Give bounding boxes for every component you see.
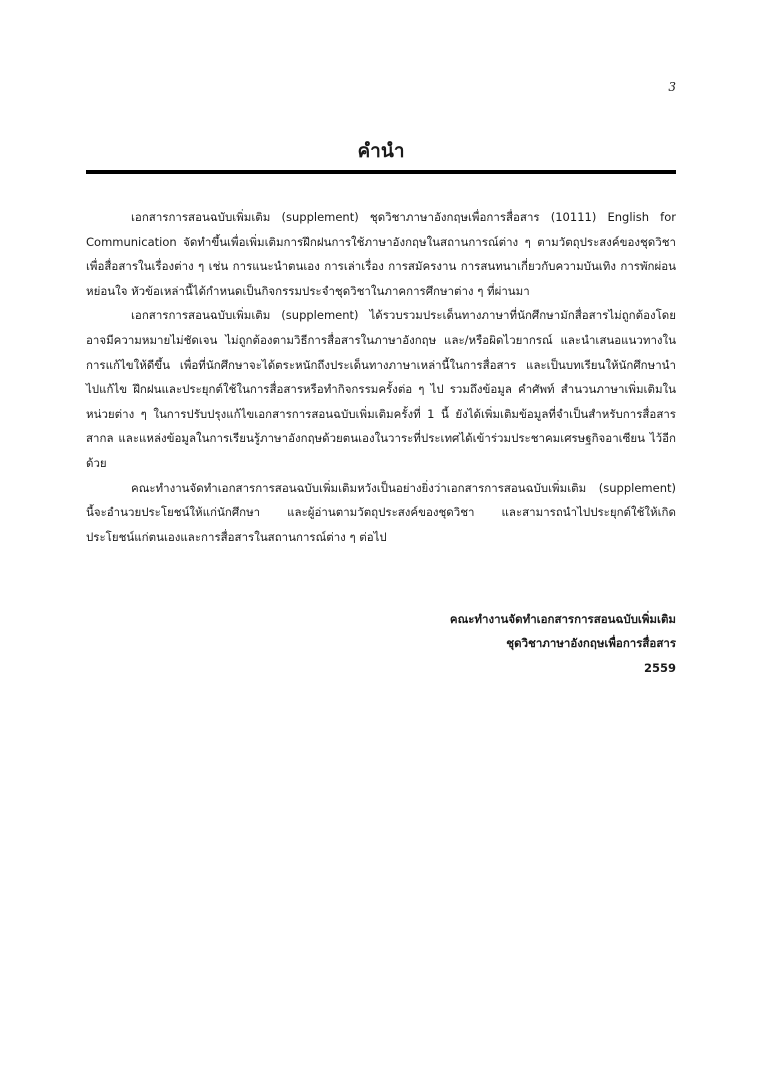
- title-underline-rule: [86, 170, 676, 174]
- page-number: 3: [668, 80, 676, 94]
- page-title: คำนำ: [357, 140, 405, 162]
- signature-course: ชุดวิชาภาษาอังกฤษเพื่อการสื่อสาร: [506, 636, 676, 651]
- signature-committee: คณะทำงานจัดทำเอกสารการสอนฉบับเพิ่มเติม: [449, 612, 676, 626]
- paragraph-2: เอกสารการสอนฉบับเพิ่มเติม (supplement) ได้รวบรวมประเด็นทางภาษาที่นักศึกษามักสื่อสารไม่ถูกต้องโดยอาจมีความหมายไม่ชัดเจน ไม่ถูกต้องตามวิธีการสื่อสารในภาษาอังกฤษ และ/หรือผิดไวยากรณ์ และนำเสนอแนวทางในการแก้ไขให้ดีขึ้น เพื่อที่นักศึกษาจะได้ตระหนักถึงประเด็นทางภาษาเหล่านี้ในการสื่อสาร และเป็นบทเรียนให้นักศึกษานำไปแก้ไข ฝึกฝนและประยุกต์ใช้ในการสื่อสารหรือทำกิจกรรมครั้งต่อ ๆ ไป รวมถึงข้อมูล คำศัพท์ สำนวนภาษาเพิ่มเติมในหน่วยต่าง ๆ ในการปรับปรุงแก้ไขเอกสารการสอนฉบับเพิ่มเติมครั้งที่ 1 นี้ ยังได้เพิ่มเติมข้อมูลที่จำเป็นสำหรับการสื่อสารสากล และแหล่งข้อมูลในการเรียนรู้ภาษาอังกฤษด้วยตนเองในวาระที่ประเทศได้เข้าร่วมประชาคมเศรษฐกิจอาเซียน ไว้อีกด้วย: [86, 308, 676, 470]
- paragraph-3: คณะทำงานจัดทำเอกสารการสอนฉบับเพิ่มเติมหวังเป็นอย่างยิ่งว่าเอกสารการสอนฉบับเพิ่มเติม (supplement) นี้จะอำนวยประโยชน์ให้แก่นักศึกษา และผู้อ่านตามวัตถุประสงค์ของชุดวิชา และสามารถนำไปประยุกต์ใช้ให้เกิดประโยชน์แก่ตนเองและการสื่อสารในสถานการณ์ต่าง ๆ ต่อไป: [86, 480, 676, 544]
- paragraph-1: เอกสารการสอนฉบับเพิ่มเติม (supplement) ชุดวิชาภาษาอังกฤษเพื่อการสื่อสาร (10111) English for Communication จัดทำขึ้นเพื่อเพิ่มเติมการฝึกฝนการใช้ภาษาอังกฤษในสถานการณ์ต่าง ๆ ตามวัตถุประสงค์ของชุดวิชา เพื่อสื่อสารในเรื่องต่าง ๆ เช่น การแนะนำตนเอง การเล่าเรื่อง การสมัครงาน การสนทนาเกี่ยวกับความบันเทิง การพักผ่อนหย่อนใจ หัวข้อเหล่านี้ได้กำหนดเป็นกิจกรรมประจำชุดวิชาในภาคการศึกษาต่าง ๆ ที่ผ่านมา: [86, 210, 676, 298]
- signature-block: [300, 607, 676, 680]
- signature-year: 2559: [643, 660, 676, 675]
- preface-body: [86, 205, 676, 549]
